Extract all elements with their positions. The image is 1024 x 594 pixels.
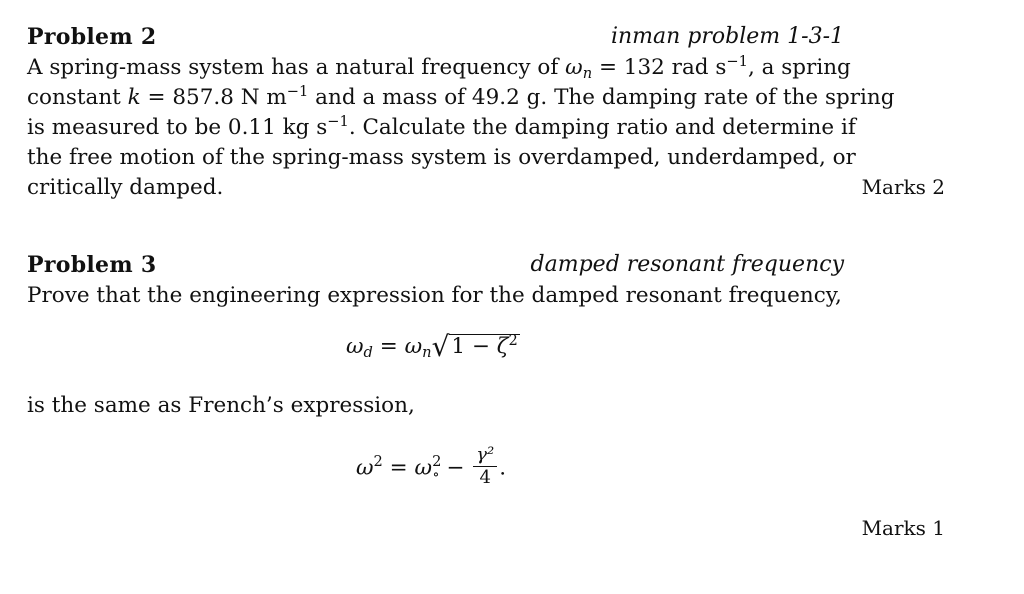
superscript: 2 (432, 453, 442, 471)
gamma-fraction (473, 444, 497, 489)
problem-2-title: Problem 2 (27, 24, 157, 50)
problem-3-middle (27, 391, 844, 421)
problem-2-header (27, 24, 844, 52)
problem-3-title: Problem 3 (27, 252, 157, 278)
radical-sign: √ (431, 330, 450, 363)
statement-line: the free motion of the spring-mass system is overdamped, underdamped, or (27, 145, 856, 170)
statement-line: Prove that the engineering expression for the damped resonant frequency, (27, 283, 842, 308)
equals-sign: = (372, 334, 405, 359)
statement-line (27, 52, 851, 83)
statement-line (27, 82, 895, 113)
square-root (431, 330, 520, 363)
subscript-n: n (582, 65, 593, 83)
superscript: −1 (726, 52, 748, 70)
problem-3-marks: Marks 1 (861, 516, 945, 540)
superscript: −1 (327, 112, 349, 130)
problem-3-intro (27, 281, 844, 311)
problem-3-tag: damped resonant frequency (530, 252, 844, 277)
text-segment: , a spring (747, 55, 851, 80)
zeta-symbol: ζ (496, 334, 509, 359)
superscript: 2 (373, 453, 383, 471)
text-segment: and a mass of 49.2 g. The damping rate of the spring (308, 85, 895, 110)
superscript: 2 (508, 331, 518, 349)
omega-symbol: ω (356, 455, 374, 481)
fraction-denominator: 4 (479, 467, 491, 488)
superscript: −1 (286, 82, 309, 100)
subscript-circle: ∘ (432, 465, 440, 483)
equals-sign: = (382, 455, 415, 481)
subscript-d: d (363, 344, 373, 362)
text-segment: constant (27, 85, 128, 110)
minus-sign: − (439, 455, 472, 481)
text-segment: = 132 rad s (592, 55, 727, 80)
damped-frequency-equation (346, 330, 520, 363)
omega-symbol: ω (404, 334, 423, 359)
problem-2-statement (27, 52, 895, 203)
statement-line: is the same as French’s expression, (27, 393, 415, 418)
french-expression-equation (356, 446, 506, 491)
text-segment: . Calculate the damping ratio and determine if (348, 115, 856, 140)
omega-symbol: ω (346, 334, 364, 359)
text-segment: A spring-mass system has a natural frequency of (27, 55, 566, 80)
statement-line (27, 112, 856, 143)
statement-line: critically damped. (27, 175, 224, 200)
text-segment: 1 − (451, 334, 497, 359)
omega-symbol: ω (565, 55, 583, 80)
radicand (449, 331, 519, 359)
subscript-n: n (422, 344, 432, 362)
omega-symbol: ω (414, 455, 433, 481)
k-symbol: k (127, 85, 141, 110)
problem-2-tag: inman problem 1-3-1 (610, 24, 844, 49)
problem-3-header (27, 252, 844, 280)
fraction-numerator: γ² (473, 444, 497, 467)
text-segment: = 857.8 N m (140, 85, 287, 110)
period: . (499, 455, 507, 481)
text-segment: is measured to be 0.11 kg s (27, 115, 328, 140)
problem-2-marks: Marks 2 (861, 175, 945, 199)
